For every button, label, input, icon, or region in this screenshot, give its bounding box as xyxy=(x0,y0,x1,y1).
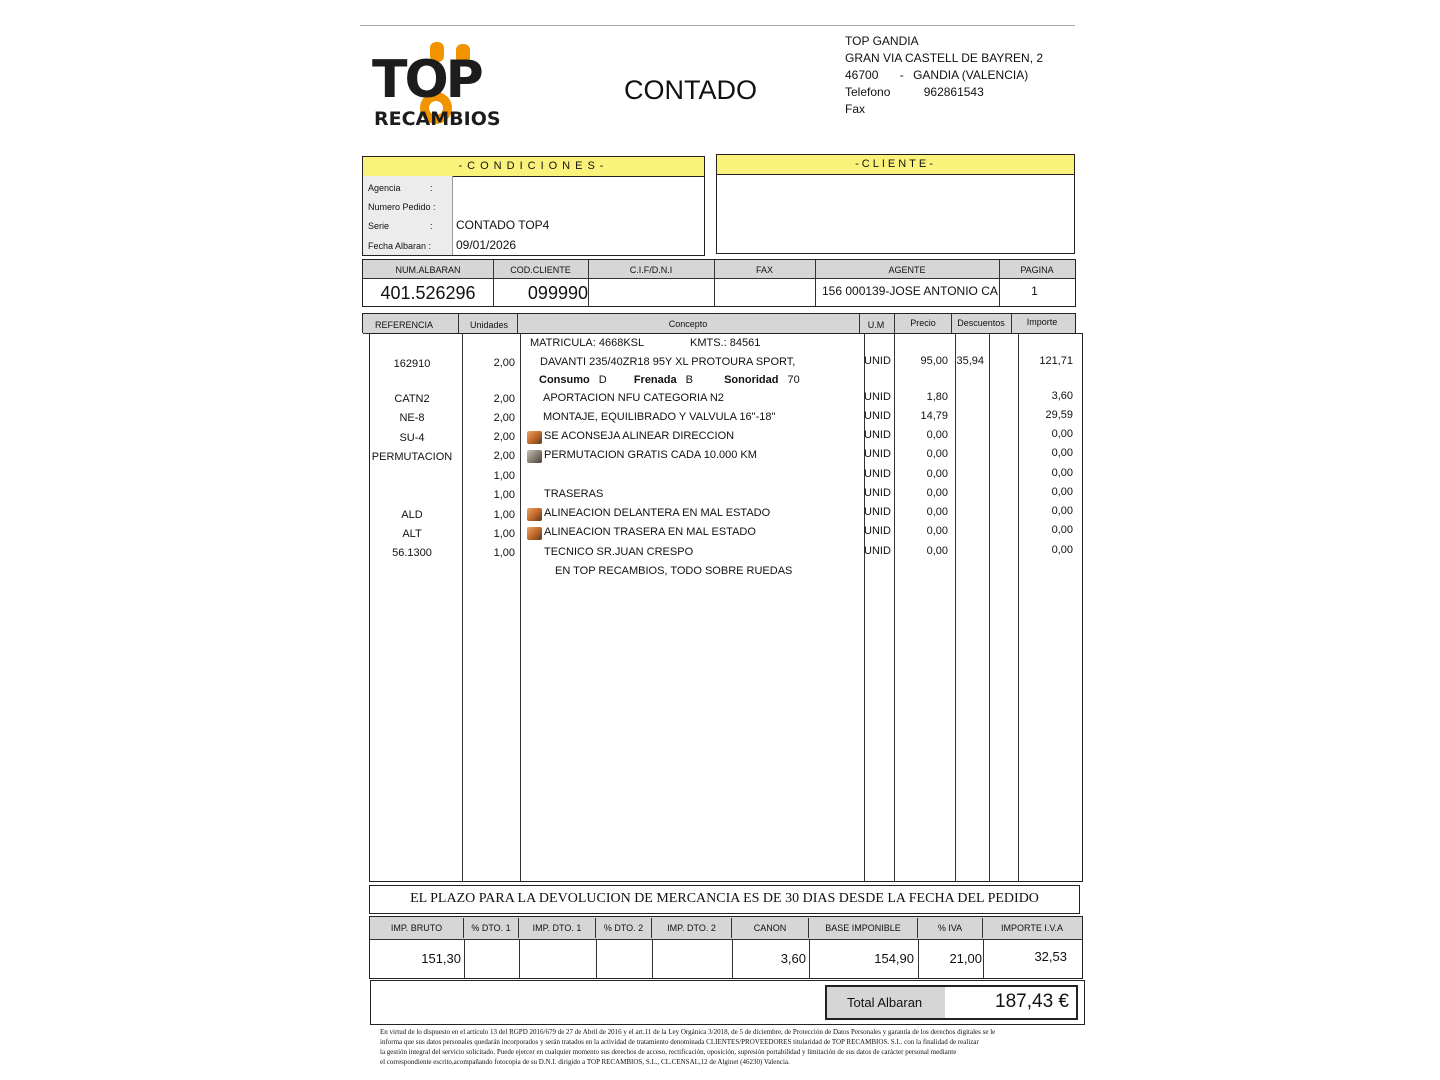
total-albaran-box xyxy=(825,985,1078,1020)
matricula-text: MATRICULA: 4668KSL xyxy=(530,337,645,349)
row-1-uni: 2,00 xyxy=(493,393,515,405)
row-0-concepto: DAVANTI 235/40ZR18 95Y XL PROTOURA SPORT, xyxy=(540,356,796,368)
row-6-precio: 0,00 xyxy=(926,487,948,499)
row-8-um: UNID xyxy=(864,525,891,537)
row-0-uni: 2,00 xyxy=(493,357,515,369)
pedido-label: Numero Pedido : xyxy=(368,202,436,212)
imp-bruto-header: IMP. BRUTO xyxy=(370,918,464,938)
row-2-precio: 14,79 xyxy=(920,410,948,422)
row-2-ref: NE-8 xyxy=(399,412,425,424)
legal-line-3: la gestión integral del servicio solicitado. Puede ejercer en cualquier momento sus derechos de acceso, rectificación, oposición, supresión portabilidad y limitación de sus datos de carácter personal mediante xyxy=(380,1048,957,1056)
col-sep-7b xyxy=(1018,333,1019,882)
col-sep-1 xyxy=(458,313,459,333)
importe-iva-value: 32,53 xyxy=(1034,949,1067,964)
row-6-concepto: TRASERAS xyxy=(544,488,604,500)
fecha-value: 09/01/2026 xyxy=(456,238,517,252)
condiciones-title-bar xyxy=(363,157,704,177)
cod-cliente-value: 099990 xyxy=(527,283,588,303)
imp-dto2-header: IMP. DTO. 2 xyxy=(652,918,732,938)
row-8-precio: 0,00 xyxy=(926,525,948,537)
row-5-importe: 0,00 xyxy=(1051,467,1073,479)
company-city: GANDIA (VALENCIA) xyxy=(913,68,1029,82)
row-2-um: UNID xyxy=(864,410,891,422)
fax-col-label: FAX xyxy=(755,265,773,275)
row-4-um: UNID xyxy=(864,448,891,460)
row-9-precio: 0,00 xyxy=(926,545,948,557)
col-sep-6 xyxy=(989,333,990,882)
company-logo xyxy=(372,32,532,132)
consumo-value: D xyxy=(598,374,607,386)
phone-value: 962861543 xyxy=(923,85,984,99)
row-0-importe: 121,71 xyxy=(1039,355,1073,367)
num-albaran-label: NUM.ALBARAN xyxy=(395,265,461,275)
row-1-precio: 1,80 xyxy=(926,391,948,403)
consumo-label: Consumo xyxy=(539,374,590,386)
row-8-importe: 0,00 xyxy=(1051,524,1073,536)
row-0-um: UNID xyxy=(864,355,891,367)
total-albaran-value: 187,43 € xyxy=(995,991,1069,1012)
col-sep-4 xyxy=(894,313,895,333)
serie-label: Serie : xyxy=(368,221,433,231)
row-6-uni: 1,00 xyxy=(493,489,515,501)
company-city-line xyxy=(845,67,1043,84)
row-8-uni: 1,00 xyxy=(493,528,515,540)
return-notice-text: EL PLAZO PARA LA DEVOLUCION DE MERCANCIA ES DE 30 DIAS DESDE LA FECHA DEL PEDIDO xyxy=(410,891,1039,906)
sonoridad-label: Sonoridad xyxy=(724,374,779,386)
row-2-importe: 29,59 xyxy=(1045,409,1073,421)
importe-header: Importe xyxy=(1026,317,1058,327)
fax-label: Fax xyxy=(845,102,866,116)
row-3-ref: SU-4 xyxy=(399,432,425,444)
cliente-title-bar xyxy=(717,155,1074,175)
row-3-importe: 0,00 xyxy=(1051,428,1073,440)
descuentos-header: Descuentos xyxy=(957,318,1005,328)
imp-dto1-header: IMP. DTO. 1 xyxy=(519,918,596,938)
agencia-label: Agencia : xyxy=(368,183,433,193)
legal-text xyxy=(380,1027,1070,1067)
col-sep-5b xyxy=(955,333,956,882)
row-7-um: UNID xyxy=(864,506,891,518)
row-6-um: UNID xyxy=(864,487,891,499)
alignment-note-icon xyxy=(527,431,542,444)
row-7-importe: 0,00 xyxy=(1051,505,1073,517)
row-3-um: UNID xyxy=(864,429,891,441)
frenada-value: B xyxy=(685,374,694,386)
iva-value: 21,00 xyxy=(949,951,982,966)
precio-header: Precio xyxy=(910,318,936,328)
cif-label: C.I.F/D.N.I xyxy=(629,265,673,275)
total-albaran-label: Total Albaran xyxy=(847,995,923,1010)
row-9-uni: 1,00 xyxy=(493,547,515,559)
logo-top-text: TOP xyxy=(372,50,481,110)
company-dash: - xyxy=(899,68,904,82)
pagina-value: 1 xyxy=(1031,284,1038,298)
col-sep-3 xyxy=(859,313,860,333)
company-phone-line xyxy=(845,84,1043,101)
num-albaran-value: 401.526296 xyxy=(380,283,476,303)
row-4-precio: 0,00 xyxy=(926,448,948,460)
row-5-uni: 1,00 xyxy=(493,470,515,482)
importe-iva-header: IMPORTE I.V.A xyxy=(983,918,1081,938)
sonoridad-value: 70 xyxy=(787,374,800,386)
row-9-concepto: TECNICO SR.JUAN CRESPO xyxy=(544,546,694,558)
row-9-um: UNID xyxy=(864,545,891,557)
col-sep-5 xyxy=(951,313,952,333)
row-9-ref: 56.1300 xyxy=(392,547,432,559)
unidades-header: Unidades xyxy=(469,320,509,330)
document-type: CONTADO xyxy=(624,75,757,105)
row-5-precio: 0,00 xyxy=(926,468,948,480)
row-9-importe: 0,00 xyxy=(1051,544,1073,556)
row-4-importe: 0,00 xyxy=(1051,447,1073,459)
canon-value: 3,60 xyxy=(780,951,806,966)
dto2-header: % DTO. 2 xyxy=(596,918,652,938)
row-1-importe: 3,60 xyxy=(1051,390,1073,402)
company-address: GRAN VIA CASTELL DE BAYREN, 2 xyxy=(845,51,1044,65)
phone-label: Telefono xyxy=(845,85,891,99)
row-4-concepto: PERMUTACION GRATIS CADA 10.000 KM xyxy=(544,449,757,461)
col-sep-7 xyxy=(1011,313,1012,333)
company-info xyxy=(845,33,1043,118)
cliente-title: -CLIENTE- xyxy=(855,158,936,170)
slogan-line: EN TOP RECAMBIOS, TODO SOBRE RUEDAS xyxy=(555,565,793,577)
base-imponible-value: 154,90 xyxy=(874,951,914,966)
top-rule xyxy=(360,25,1075,26)
row-8-concepto: ALINEACION TRASERA EN MAL ESTADO xyxy=(544,526,756,538)
row-7-ref: ALD xyxy=(401,509,423,521)
row-1-concepto: APORTACION NFU CATEGORIA N2 xyxy=(543,392,724,404)
serie-value: CONTADO TOP4 xyxy=(456,218,550,232)
row-1-um: UNID xyxy=(864,391,891,403)
row-2-uni: 2,00 xyxy=(493,412,515,424)
tire-rotation-icon xyxy=(527,450,542,463)
row-6-importe: 0,00 xyxy=(1051,486,1073,498)
col-sep-4b xyxy=(894,333,895,882)
legal-line-1: En virtud de lo dispuesto en el artículo 13 del RGPD 2016/679 de 27 de Abril de 2016 y el art.11 de la Ley Orgánica 3/2018, de 5 de diciembre, de Protección de Datos Personales y garantía de los derechos digitales se le xyxy=(380,1028,996,1036)
row-3-concepto: SE ACONSEJA ALINEAR DIRECCION xyxy=(544,430,735,442)
rear-alignment-icon xyxy=(527,527,542,540)
iva-header: % IVA xyxy=(918,918,983,938)
agente-label: AGENTE xyxy=(888,265,926,275)
row-1-ref: CATN2 xyxy=(394,393,430,405)
referencia-header: REFERENCIA xyxy=(374,320,433,330)
fecha-label: Fecha Albaran : xyxy=(368,241,432,251)
condiciones-box xyxy=(362,156,705,256)
row-7-precio: 0,00 xyxy=(926,506,948,518)
frenada-label: Frenada xyxy=(633,374,677,386)
concepto-header: Concepto xyxy=(668,319,708,329)
col-sep-2b xyxy=(520,333,521,882)
row-2-concepto: MONTAJE, EQUILIBRADO Y VALVULA 16"-18" xyxy=(543,411,776,423)
front-alignment-icon xyxy=(527,508,542,521)
col-sep-2 xyxy=(517,313,518,333)
row-3-precio: 0,00 xyxy=(926,429,948,441)
row-0-desc: 35,94 xyxy=(956,355,984,367)
company-postal: 46700 xyxy=(845,68,879,82)
row-7-concepto: ALINEACION DELANTERA EN MAL ESTADO xyxy=(544,507,771,519)
cliente-box xyxy=(716,154,1075,254)
base-imponible-header: BASE IMPONIBLE xyxy=(809,918,918,938)
row-7-uni: 1,00 xyxy=(493,509,515,521)
info-bar xyxy=(362,259,1076,307)
row-4-uni: 2,00 xyxy=(493,450,515,462)
company-name: TOP GANDIA xyxy=(845,34,919,48)
kmts-text: KMTS.: 84561 xyxy=(690,337,761,349)
canon-header: CANON xyxy=(732,918,809,938)
condiciones-title: -CONDICIONES- xyxy=(458,160,609,172)
legal-line-2: informa que sus datos personales quedarán incorporados y serán tratados en la actividad de tratamiento denominada CLIENTES/PROVEEDORES titularidad de TOP RECAMBIOS. S.L. con la finalidad de realizar xyxy=(380,1038,979,1046)
logo-sub-text: RECAMBIOS xyxy=(374,108,501,130)
row-4-ref: PERMUTACION xyxy=(371,451,453,463)
row-0-ref: 162910 xyxy=(393,358,431,370)
pagina-label: PAGINA xyxy=(1020,265,1054,275)
row-5-um: UNID xyxy=(864,468,891,480)
imp-bruto-value: 151,30 xyxy=(421,951,461,966)
dto1-header: % DTO. 1 xyxy=(464,918,519,938)
cod-cliente-label: COD.CLIENTE xyxy=(510,265,571,275)
row-8-ref: ALT xyxy=(402,528,422,540)
return-notice-box xyxy=(369,885,1080,914)
agente-value: 156 000139-JOSE ANTONIO CA xyxy=(822,284,998,298)
legal-line-4: el correspondiente escrito,acompañando fotocopia de su D.N.I. dirigido a TOP RECAMBIOS, S.L., CL.CENSAL,12 de Alginet (46230) Valencia. xyxy=(380,1058,790,1066)
eu-label-line xyxy=(539,374,800,386)
row-3-uni: 2,00 xyxy=(493,431,515,443)
row-0-precio: 95,00 xyxy=(920,355,948,367)
um-header: U.M xyxy=(867,320,885,330)
